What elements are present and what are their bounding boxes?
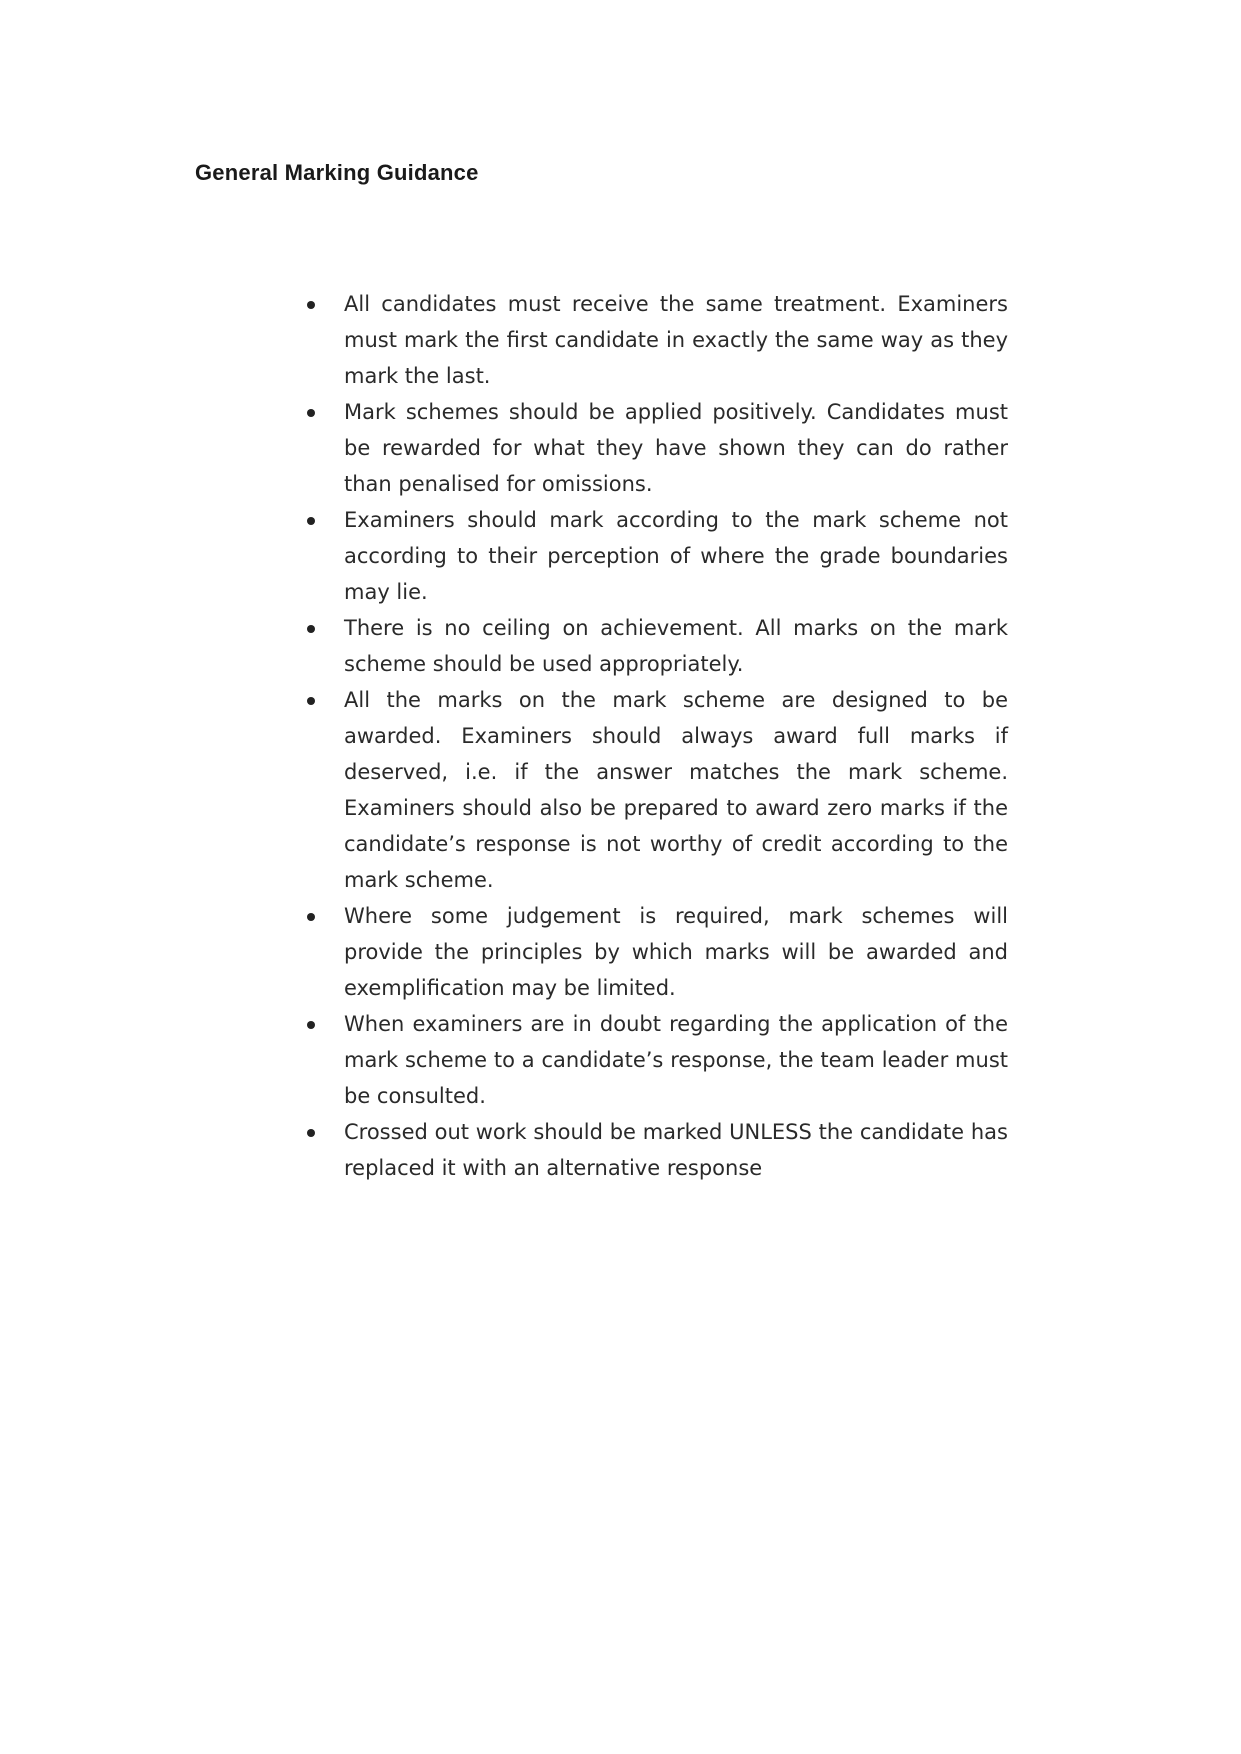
list-item-text: All the marks on the mark scheme are designed to be awarded. Examiners should always award full marks if deserved, i.e. if the answer matches the mark scheme. Examiners should also be prepared to award zero marks if the candidate’s response is not worthy of credit according to the mark scheme.: [344, 688, 1008, 892]
list-item-text: There is no ceiling on achievement. All marks on the mark scheme should be used appropriately.: [344, 616, 1008, 676]
bullet-icon: [307, 697, 315, 705]
list-item: [303, 682, 1008, 898]
bullet-icon: [307, 1021, 315, 1029]
list-item-text: Where some judgement is required, mark schemes will provide the principles by which marks will be awarded and exemplification may be limited.: [344, 904, 1008, 1000]
list-item: [303, 610, 1008, 682]
list-item: [303, 1006, 1008, 1114]
list-item: [303, 286, 1008, 394]
bullet-icon: [307, 1129, 315, 1137]
list-item-text: When examiners are in doubt regarding the application of the mark scheme to a candidate’s response, the team leader must be consulted.: [344, 1012, 1008, 1108]
list-item: [303, 898, 1008, 1006]
list-item: [303, 502, 1008, 610]
page-heading: General Marking Guidance: [195, 160, 479, 185]
guidance-list: [303, 286, 1008, 1186]
bullet-icon: [307, 301, 315, 309]
list-item: [303, 1114, 1008, 1186]
list-item-text: Mark schemes should be applied positively. Candidates must be rewarded for what they have shown they can do rather than penalised for omissions.: [344, 400, 1008, 496]
bullet-icon: [307, 409, 315, 417]
list-item-text: All candidates must receive the same treatment. Examiners must mark the first candidate in exactly the same way as they mark the last.: [344, 292, 1008, 388]
bullet-icon: [307, 517, 315, 525]
list-item-text: Crossed out work should be marked UNLESS the candidate has replaced it with an alternative response: [344, 1120, 1008, 1180]
list-item: [303, 394, 1008, 502]
bullet-icon: [307, 913, 315, 921]
list-item-text: Examiners should mark according to the mark scheme not according to their perception of where the grade boundaries may lie.: [344, 508, 1008, 604]
bullet-icon: [307, 625, 315, 633]
